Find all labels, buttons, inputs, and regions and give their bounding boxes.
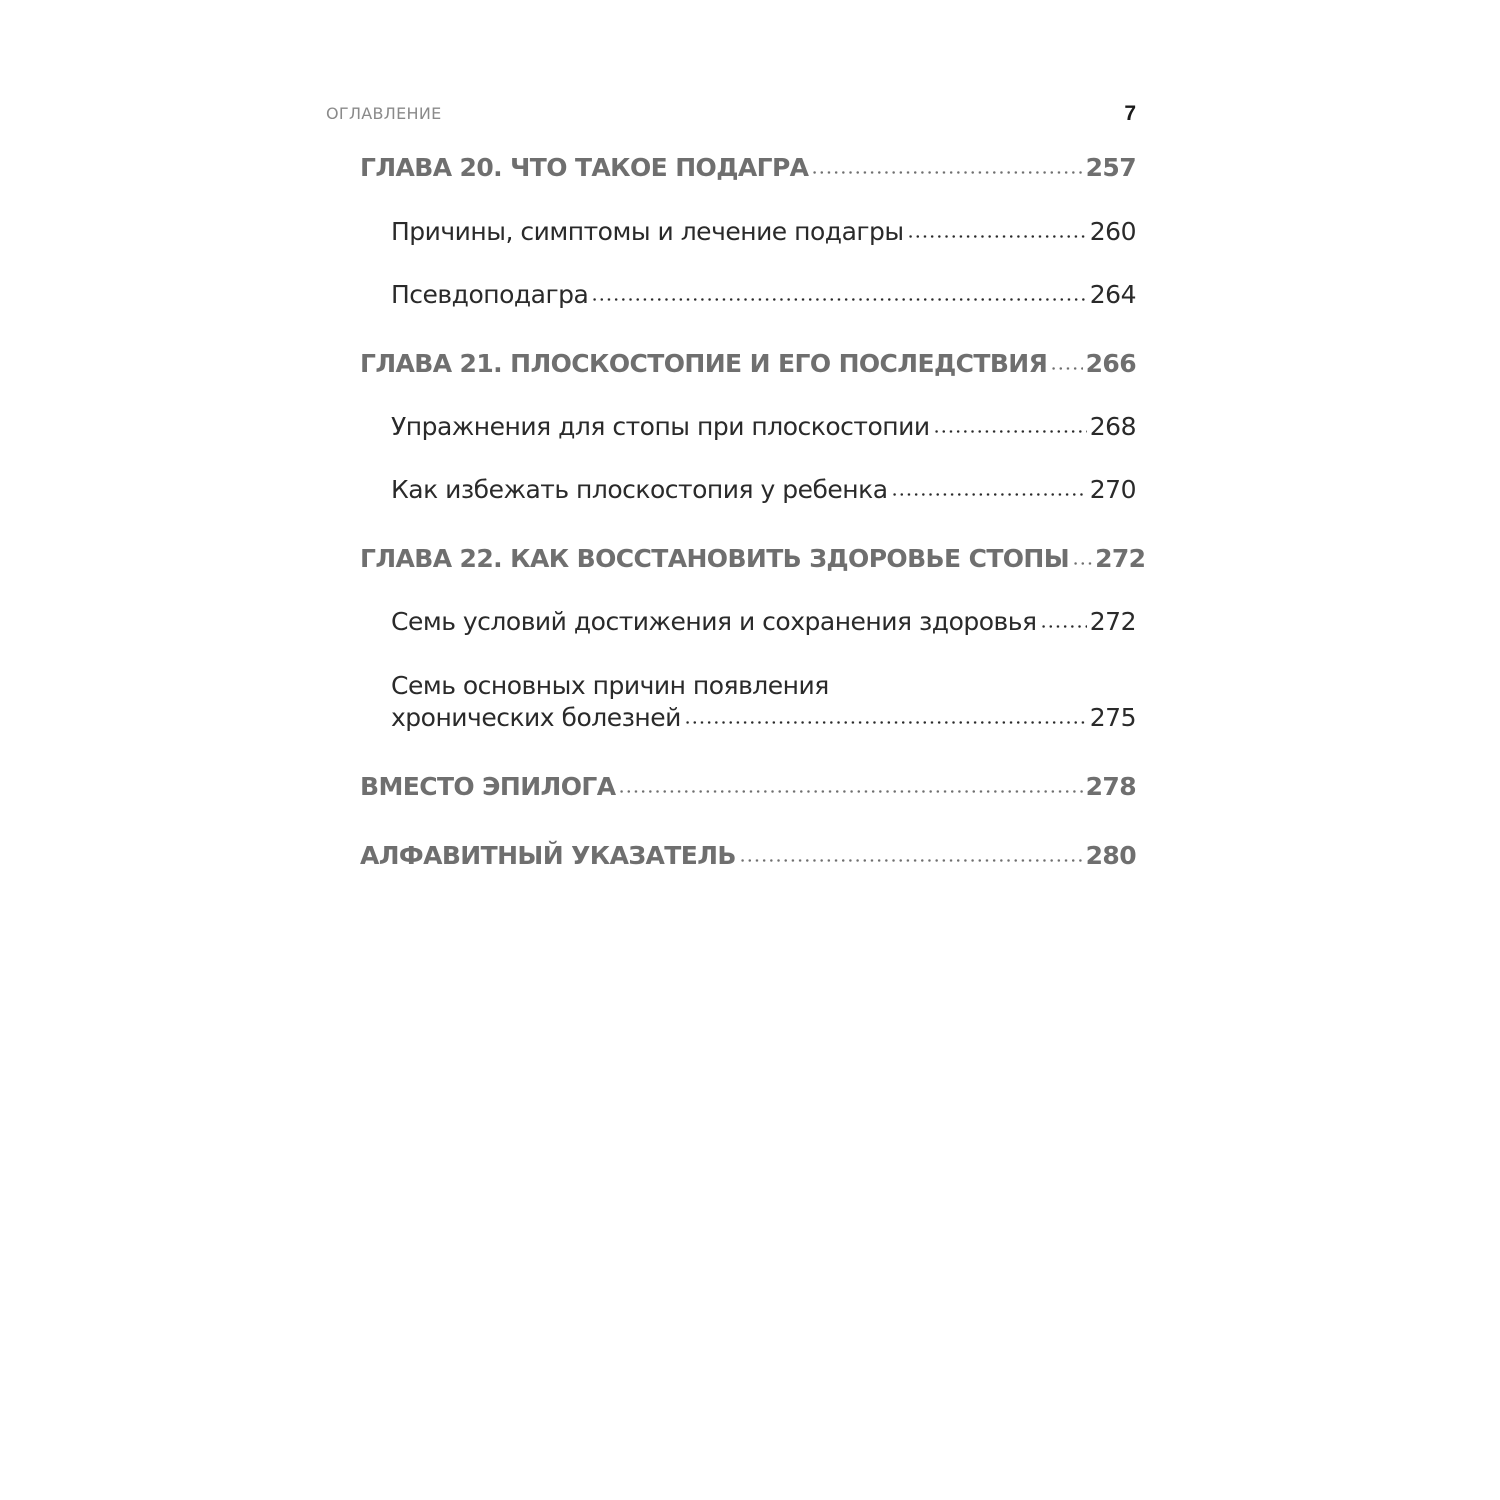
toc-epilogue[interactable] <box>360 772 1136 801</box>
dot-leader <box>684 721 1087 724</box>
dot-leader <box>891 493 1087 496</box>
toc-chapter-title: ВМЕСТО ЭПИЛОГА <box>360 772 616 801</box>
toc-section-title-line1: Семь основных причин появления <box>391 671 829 700</box>
dot-leader <box>907 235 1087 238</box>
toc-index[interactable] <box>360 841 1136 870</box>
toc-chapter-title: ГЛАВА 20. ЧТО ТАКОЕ ПОДАГРА <box>360 153 809 182</box>
toc-section-pseudogout[interactable] <box>391 280 1136 309</box>
toc-chapter-title: ГЛАВА 21. ПЛОСКОСТОПИЕ И ЕГО ПОСЛЕДСТВИЯ <box>360 349 1048 378</box>
toc-page-number: 275 <box>1089 703 1136 732</box>
dot-leader <box>1040 625 1087 628</box>
toc-section-seven-causes[interactable] <box>391 670 1136 734</box>
toc-section-title: Семь условий достижения и сохранения здоровья <box>391 607 1037 636</box>
toc-section-title: Как избежать плоскостопия у ребенка <box>391 475 888 504</box>
toc-chapter-20[interactable] <box>360 153 1136 182</box>
toc-chapter-22[interactable] <box>360 544 1146 573</box>
toc-page-number: 257 <box>1085 153 1136 182</box>
toc-section-gout-causes[interactable] <box>391 217 1136 246</box>
toc-section-child-flatfoot[interactable] <box>391 475 1136 504</box>
toc-page-number: 264 <box>1089 280 1136 309</box>
dot-leader <box>739 859 1083 862</box>
dot-leader <box>591 298 1086 301</box>
dot-leader <box>1072 562 1092 565</box>
toc-page-number: 268 <box>1089 412 1136 441</box>
dot-leader <box>618 790 1082 793</box>
toc-chapter-21[interactable] <box>360 349 1136 378</box>
page-number: 7 <box>1124 102 1136 125</box>
dot-leader <box>1050 367 1082 370</box>
toc-page-number: 266 <box>1085 349 1136 378</box>
toc-section-title: Псевдоподагра <box>391 280 589 309</box>
toc-section-seven-conditions[interactable] <box>391 607 1136 636</box>
running-head: ОГЛАВЛЕНИЕ <box>326 104 442 123</box>
toc-page-number: 272 <box>1089 607 1136 636</box>
toc-section-title: Причины, симптомы и лечение подагры <box>391 217 904 246</box>
toc-page-number: 260 <box>1089 217 1136 246</box>
toc-page-number: 272 <box>1095 544 1146 573</box>
toc-section-title-line2: хронических болезней <box>391 703 681 732</box>
toc-chapter-title: АЛФАВИТНЫЙ УКАЗАТЕЛЬ <box>360 841 736 870</box>
toc-page-number: 270 <box>1089 475 1136 504</box>
toc-section-foot-exercises[interactable] <box>391 412 1136 441</box>
dot-leader <box>933 430 1087 433</box>
toc-page-number: 280 <box>1085 841 1136 870</box>
toc-section-title: Упражнения для стопы при плоскостопии <box>391 412 930 441</box>
toc-chapter-title: ГЛАВА 22. КАК ВОССТАНОВИТЬ ЗДОРОВЬЕ СТОПЫ <box>360 544 1070 573</box>
toc-page-number: 278 <box>1085 772 1136 801</box>
dot-leader <box>811 171 1082 174</box>
